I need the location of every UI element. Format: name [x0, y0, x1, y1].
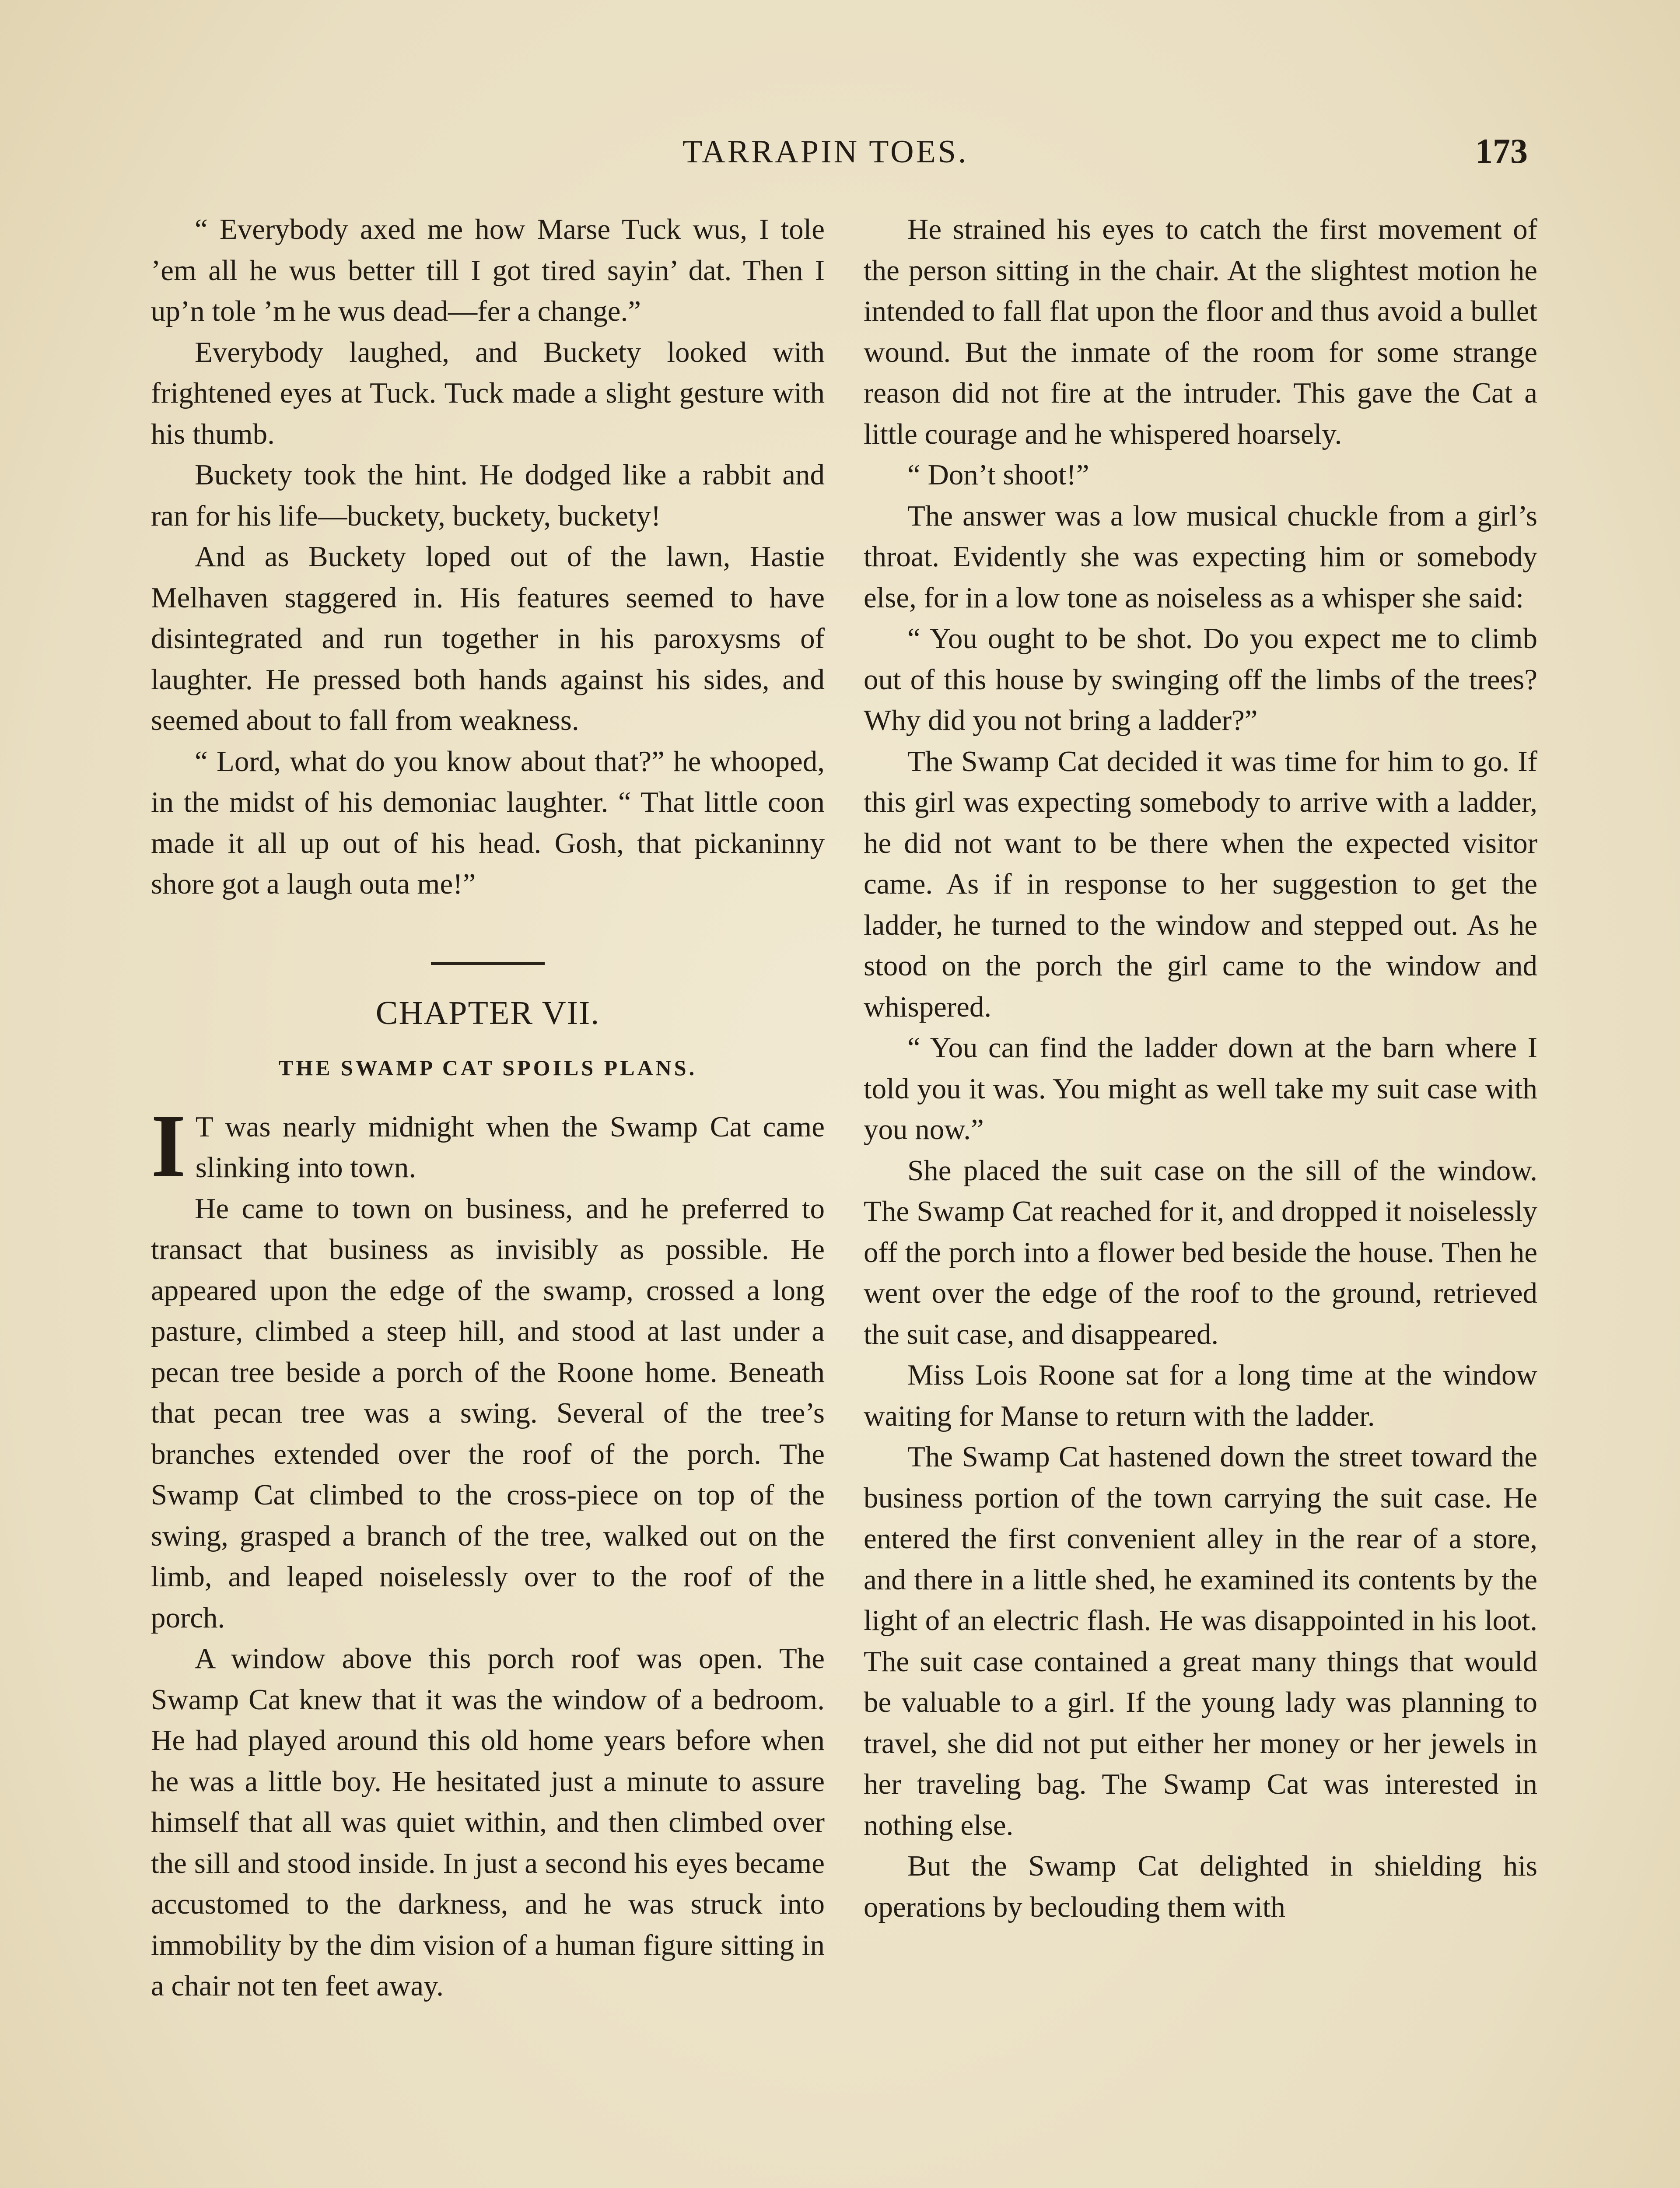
paragraph: He came to town on business, and he preferred to transact that business as invisibly as possible. He appeared upon the edge of the swamp, crossed a long pasture, climbed a steep hill, and stood at last under a pecan tree beside a porch of the Roone home. Beneath that pecan tree was a swing. Several of the tree’s branches extended over the roof of the porch. The Swamp Cat climbed to the cross-piece on top of the swing, grasped a branch of the tree, walked out on the limb, and leaped noiselessly over to the roof of the porch. — [151, 1192, 825, 1634]
paragraph: “ You can find the ladder down at the barn where I told you it was. You might as well take my suit case with you now.” — [864, 1031, 1537, 1146]
paragraph: The Swamp Cat hastened down the street toward the business portion of the town carrying the suit case. He entered the first convenient alley in the rear of a store, and there in a little shed, he examined its contents by the light of an electric flash. He was disappointed in his loot. The suit case contained a great many things that would be valuable to a girl. If the young lady was planning to travel, she did not put either her money or her jewels in her traveling bag. The Swamp Cat was interested in nothing else. — [864, 1441, 1537, 1841]
right-column — [864, 209, 1537, 1928]
paragraph: She placed the suit case on the sill of the window. The Swamp Cat reached for it, and dropped it noiselessly off the porch into a flower bed beside the house. Then he went over the edge of the roof to the ground, retrieved the suit case, and disappeared. — [864, 1154, 1537, 1350]
section-divider — [431, 962, 545, 965]
paragraph: “ Everybody axed me how Marse Tuck wus, I tole ’em all he wus better till I got tired sayin’ dat. Then I up’n tole ’m he wus dead—fer a change.” — [151, 213, 825, 327]
paragraph: A window above this porch roof was open. The Swamp Cat knew that it was the window of a bedroom. He had played around this old home years before when he was a little boy. He hesitated just a minute to assure himself that all was quiet within, and then climbed over the sill and stood inside. In just a second his eyes became accustomed to the darkness, and he was struck into immobility by the dim vision of a human figure sitting in a chair not ten feet away. — [151, 1642, 825, 2002]
paragraph: Everybody laughed, and Buckety looked with frightened eyes at Tuck. Tuck made a slight gesture with his thumb. — [151, 336, 825, 450]
chapter-subtitle: THE SWAMP CAT SPOILS PLANS. — [278, 1055, 697, 1080]
page-number: 173 — [1475, 132, 1528, 171]
running-head-title: TARRAPIN TOES. — [682, 134, 969, 170]
paragraph: “ You ought to be shot. Do you expect me to climb out of this house by swinging off the limbs of the trees? Why did you not bring a ladder?” — [864, 622, 1537, 736]
paragraph: The Swamp Cat decided it was time for him to go. If this girl was expecting somebody to arrive with a ladder, he did not want to be there when the expected visitor came. As if in response to her suggestion to get the ladder, he turned to the window and stepped out. As he stood on the porch the girl came to the window and whispered. — [864, 745, 1537, 1023]
drop-cap: I — [151, 1096, 186, 1196]
left-column — [151, 209, 825, 2007]
paragraph: Buckety took the hint. He dodged like a rabbit and ran for his life—buckety, buckety, buckety! — [151, 459, 825, 532]
paragraph: He strained his eyes to catch the first movement of the person sitting in the chair. At the slightest motion he intended to fall flat upon the floor and thus avoid a bullet wound. But the inmate of the room for some strange reason did not fire at the intruder. This gave the Cat a little courage and he whispered hoarsely. — [864, 213, 1537, 450]
chapter-title: CHAPTER VII. — [375, 994, 600, 1031]
paragraph: The answer was a low musical chuckle from a girl’s throat. Evidently she was expecting him or somebody else, for in a low tone as noiseless as a whisper she said: — [864, 499, 1537, 614]
paragraph: But the Swamp Cat delighted in shielding his operations by beclouding them with — [864, 1850, 1537, 1923]
paragraph: Miss Lois Roone sat for a long time at the window waiting for Manse to return with the ladder. — [864, 1359, 1537, 1432]
chapter-opening-paragraph — [151, 1096, 825, 1196]
opening-text: T was nearly midnight when the Swamp Cat came slinking into town. — [195, 1110, 825, 1184]
paragraph: “ Lord, what do you know about that?” he whooped, in the midst of his demoniac laughter. “ That little coon made it all up out of his head. Gosh, that pickaninny shore got a laugh outa me!” — [151, 745, 825, 900]
paragraph: “ Don’t shoot!” — [907, 459, 1089, 491]
paragraph: And as Buckety loped out of the lawn, Hastie Melhaven staggered in. His features seemed to have disintegrated and run together in his paroxysms of laughter. He pressed both hands against his sides, and seemed about to fall from weakness. — [151, 540, 825, 736]
